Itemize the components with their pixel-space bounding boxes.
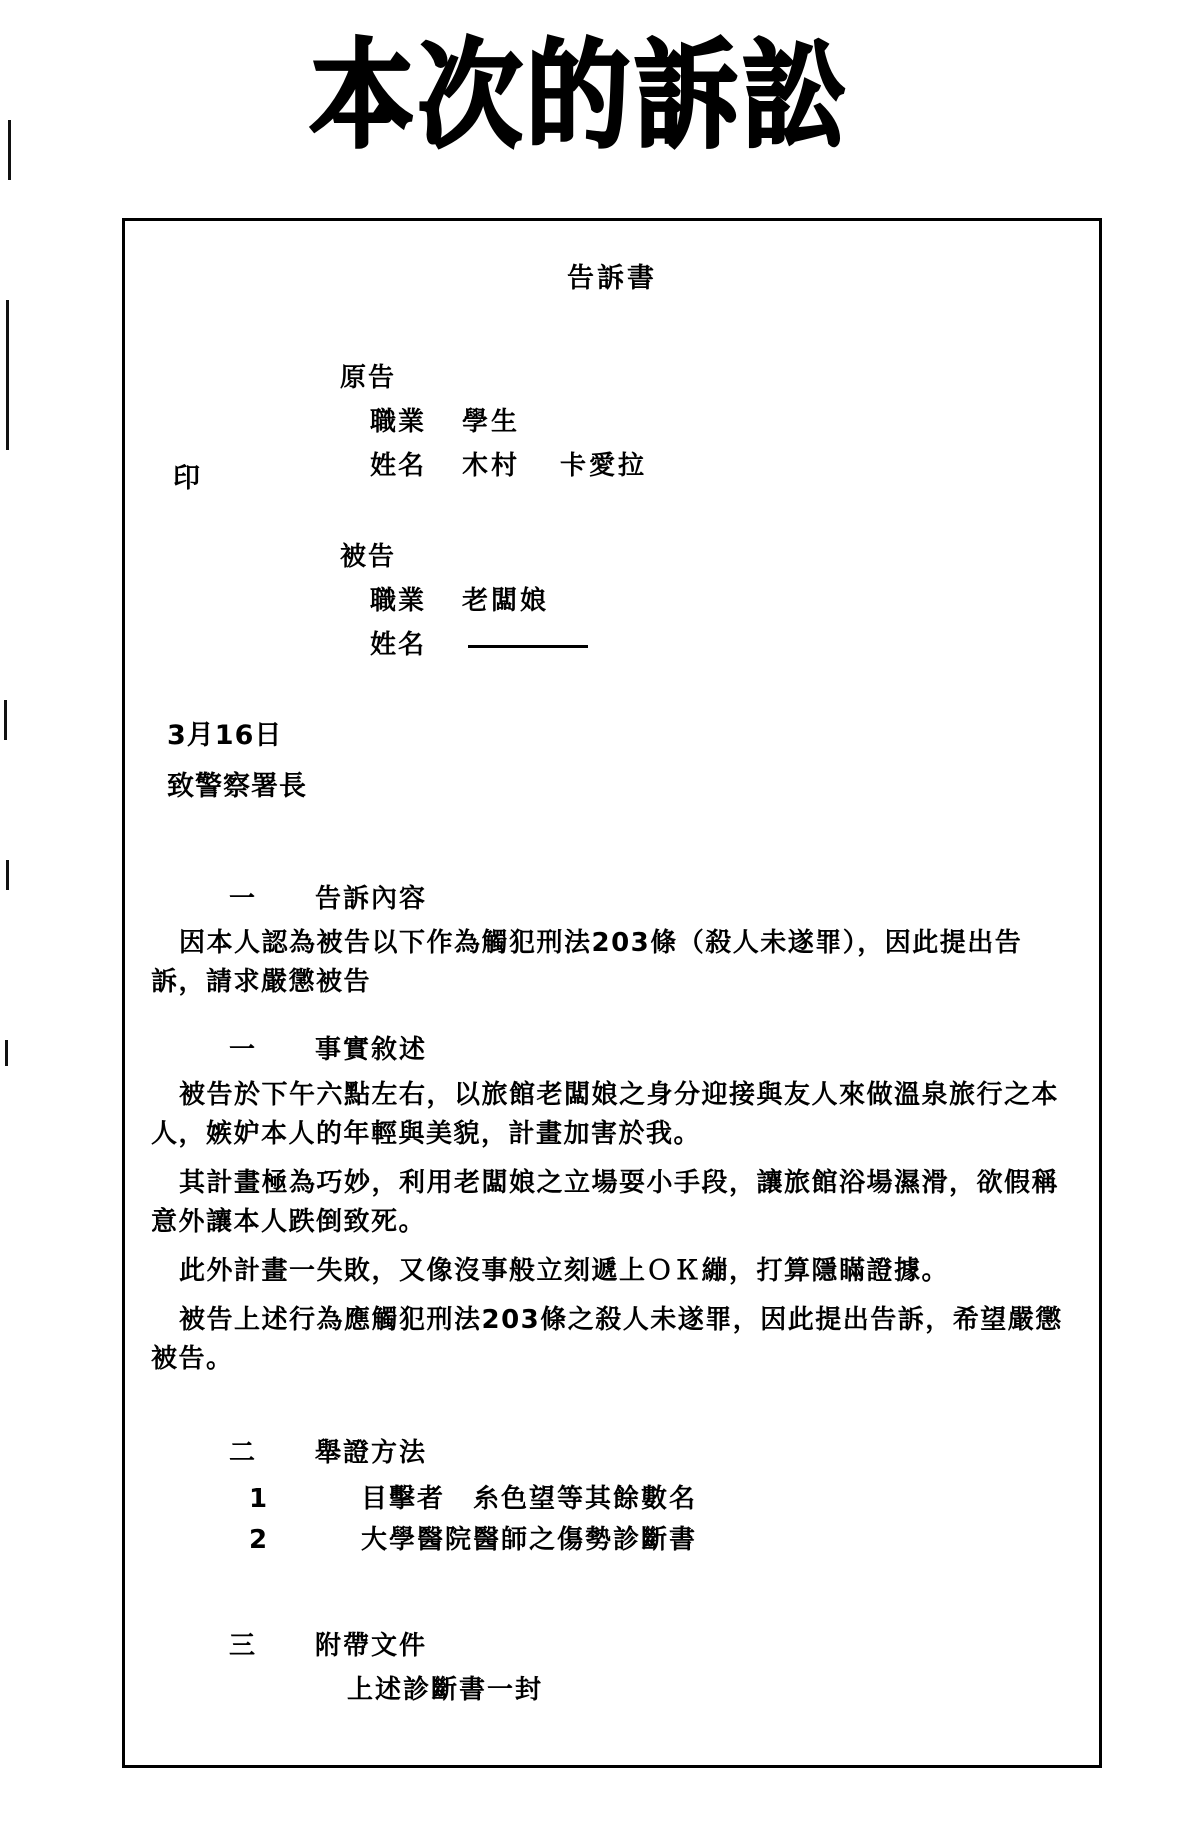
- paragraph: 被告上述行為應觸犯刑法203條之殺人未遂罪，因此提出告訴，希望嚴懲被告。: [151, 1304, 1063, 1374]
- section-number: 一: [229, 883, 258, 914]
- paragraph: 此外計畫一失敗，又像沒事般立刻遞上ＯＫ繃，打算隱瞞證據。: [179, 1255, 950, 1286]
- list-item-text: 大學醫院醫師之傷勢診斷書: [361, 1525, 698, 1556]
- document-heading: 告訴書: [567, 263, 657, 294]
- section-complaint-content: [125, 881, 1099, 1003]
- paragraph: 被告於下午六點左右，以旅館老闆娘之身分迎接與友人來做溫泉旅行之本人，嫉妒本人的年輕與美貌，計畫加害於我。: [151, 1079, 1060, 1149]
- section-spacer: [125, 1560, 1099, 1608]
- plaintiff-block: [125, 360, 1099, 485]
- section-title: 附帶文件: [315, 1630, 428, 1661]
- evidence-list: [151, 1481, 1099, 1560]
- section-title: 舉證方法: [315, 1437, 428, 1468]
- defendant-name-row: [340, 627, 1099, 665]
- plaintiff-family-name: 木村: [462, 450, 521, 481]
- list-item-number: 1: [249, 1483, 270, 1514]
- defendant-name-label: 姓名: [370, 629, 427, 660]
- list-item-text: 目擊者 糸色望等其餘數名: [361, 1483, 698, 1514]
- section-number: 三: [229, 1630, 258, 1661]
- complaint-document: [122, 218, 1102, 1768]
- section-title: 告訴內容: [315, 883, 428, 914]
- defendant-occupation-value: 老闆娘: [462, 585, 550, 616]
- name-spacer: [520, 448, 560, 486]
- plaintiff-occupation-row: [340, 404, 1099, 442]
- filing-date: 3月16日: [167, 720, 283, 752]
- page-edge-tick: [4, 700, 7, 740]
- seal-mark: 印: [173, 463, 200, 494]
- page-edge-tick: [6, 300, 9, 450]
- list-item: [249, 1481, 1099, 1519]
- plaintiff-given-name: 卡愛拉: [560, 450, 648, 481]
- section-title: 事實敘述: [315, 1035, 428, 1066]
- defendant-occupation-row: [340, 583, 1099, 621]
- list-item-number: 2: [249, 1525, 270, 1556]
- plaintiff-name-label: 姓名: [370, 450, 427, 481]
- page-title: 本次的訴訟: [309, 26, 850, 164]
- section-heading: [151, 1435, 1099, 1473]
- section-heading: [151, 1628, 1099, 1666]
- date-and-addressee: [125, 716, 1099, 806]
- section-number: 二: [229, 1437, 258, 1468]
- defendant-role-label: 被告: [340, 542, 397, 573]
- defendant-block: [125, 539, 1099, 664]
- section-statement-of-facts: [125, 1032, 1099, 1379]
- section-number: 一: [229, 1035, 258, 1066]
- paragraph: 其計畫極為巧妙，利用老闆娘之立場耍小手段，讓旅館浴場濕滑，欲假稱意外讓本人跌倒致死。: [151, 1167, 1060, 1237]
- plaintiff-name-row: [340, 448, 1099, 486]
- defendant-name-blank: [468, 627, 588, 648]
- page-edge-tick: [5, 1040, 8, 1066]
- page-edge-tick: [6, 860, 9, 890]
- plaintiff-role-label: 原告: [340, 363, 397, 394]
- attachment-text: 上述診斷書一封: [347, 1674, 544, 1705]
- plaintiff-occupation-label: 職業: [370, 406, 427, 437]
- addressee: 致警察署長: [167, 771, 307, 803]
- defendant-occupation-label: 職業: [370, 585, 427, 616]
- paragraph: 因本人認為被告以下作為觸犯刑法203條（殺人未遂罪），因此提出告訴，請求嚴懲被告: [151, 928, 1023, 998]
- section-heading: [151, 1032, 1099, 1070]
- list-item: [249, 1522, 1099, 1560]
- section-heading: [151, 881, 1099, 919]
- section-attachments: [125, 1628, 1099, 1709]
- plaintiff-occupation-value: 學生: [462, 406, 521, 437]
- section-evidence: [125, 1435, 1099, 1560]
- page-edge-artifact: [0, 0, 10, 1831]
